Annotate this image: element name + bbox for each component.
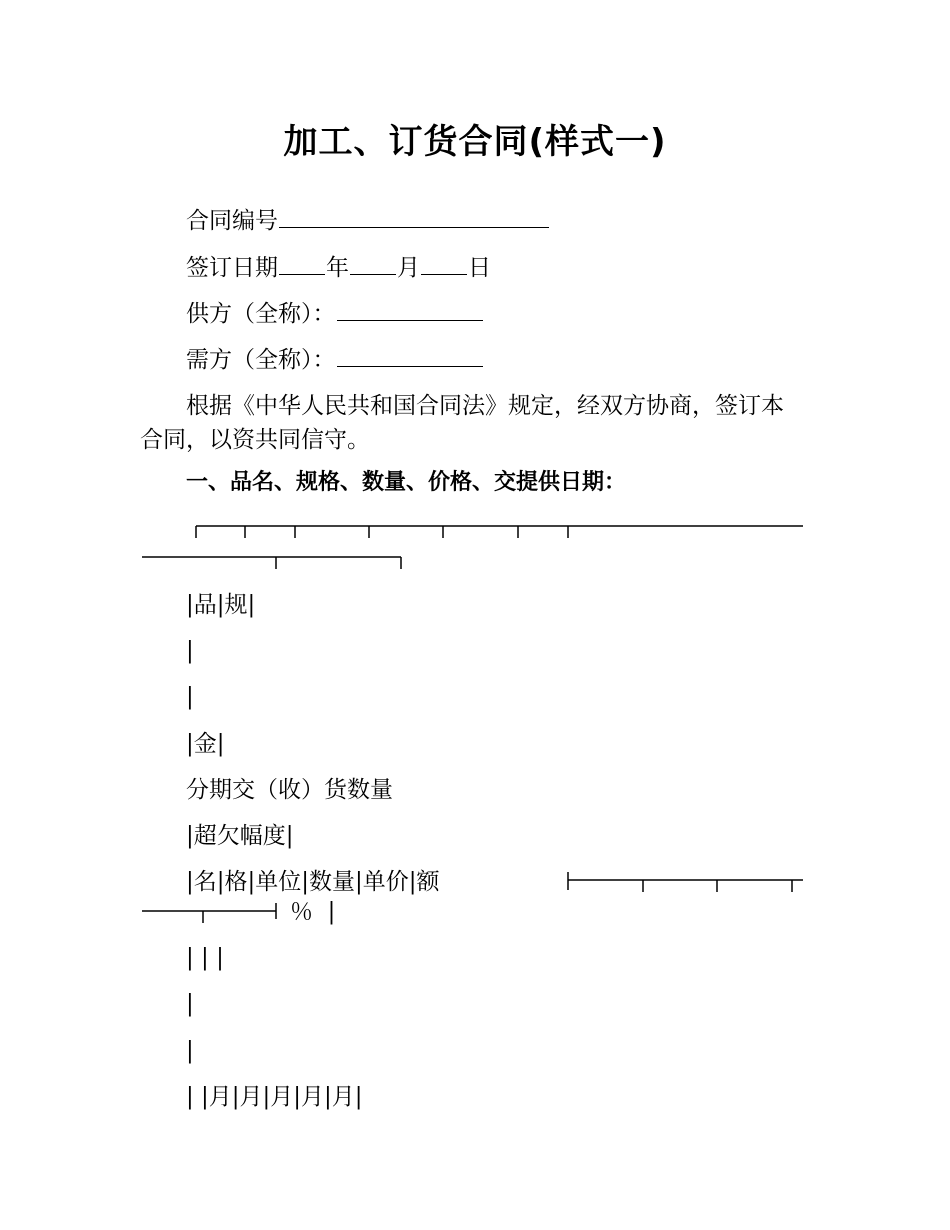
buyer-label: 需方（全称）： [186,347,336,373]
year-label: 年 [326,255,349,281]
table-header-row: |名|格|单位|数量|单价|额 [186,869,440,895]
table-row-empty: | | | [186,945,224,971]
table-row-jin: |金| [186,731,225,757]
day-label: 日 [468,255,491,281]
table-row-pin-gui: |品|规| [186,592,256,618]
percent-label: ％ | [290,899,336,925]
document-title: 加工、订货合同(样式一) [283,122,667,162]
sign-date-label: 签订日期 [186,255,278,281]
supplier-label: 供方（全称）： [186,301,336,327]
intro-paragraph: 根据《中华人民共和国合同法》规定，经双方协商，签订本合同，以资共同信守。 [140,393,784,453]
month-label: 月 [397,255,420,281]
table-bar-3: | [186,991,194,1017]
tolerance-label: |超欠幅度| [186,823,294,849]
table-bar-2: | [186,684,194,710]
table-months-row: | |月|月|月|月|月| [186,1084,363,1110]
table-bar-4: | [186,1038,194,1064]
contract-number-label: 合同编号 [186,208,278,234]
section-1-heading: 一、品名、规格、数量、价格、交提供日期： [186,470,627,495]
table-bar-1: | [186,638,194,664]
delivery-quantity-label: 分期交（收）货数量 [186,777,393,803]
